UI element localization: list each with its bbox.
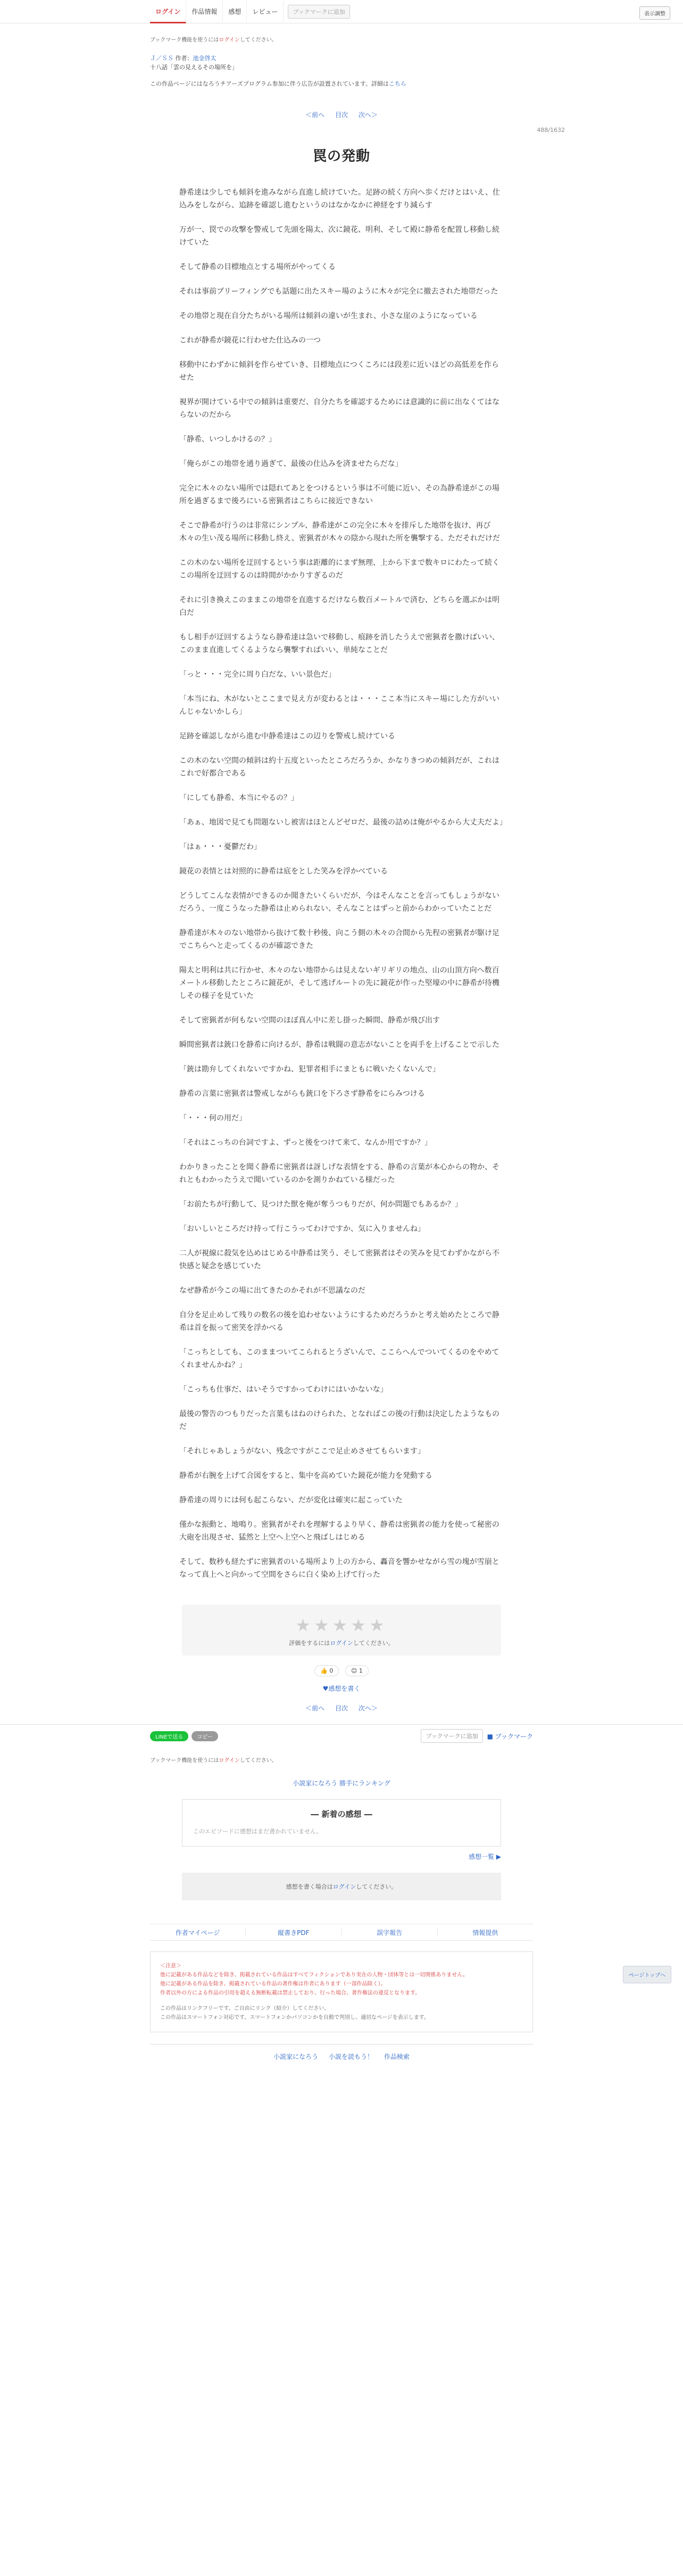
bookmark-add-button[interactable]: ブックマークに追加 (421, 1729, 482, 1743)
paragraph: そして密猟者が何もない空間のほぼ真ん中に差し掛った瞬間、静希が飛び出す (179, 1016, 440, 1025)
author-link[interactable]: 池金啓太 (193, 55, 216, 62)
paragraph: なぜ静希が今この場に出てきたのかそれが不思議なのだ (179, 1286, 365, 1295)
rating-note-text: 評価をするには (289, 1640, 330, 1647)
series-link[interactable]: Ｊ／ＳＳ (150, 55, 173, 62)
divider (0, 1724, 683, 1725)
line-share-button[interactable]: LINEで送る (150, 1731, 188, 1741)
novel-body (179, 186, 507, 1581)
paragraph: 「おいしいところだけ持って行こうってわけですか、気に入りませんね」 (179, 1225, 425, 1233)
footer-link-search[interactable]: 作品検索 (384, 2053, 410, 2060)
paragraph: 「っと・・・完全に周り白だな、いい景色だ」 (179, 670, 336, 679)
write-impression-link[interactable]: ♥感想を書く (322, 1685, 361, 1692)
paragraph: そこで静希が行うのは非常にシンプル、静希達がこの完全に木々を排斥した地帯を抜け、再び木々の生い茂る場所に移動し終え、密猟者が木々の陰から現れた所を襲撃する、ただそれだけだ (179, 521, 500, 543)
header (0, 0, 683, 23)
review-link[interactable]: レビュー (247, 0, 284, 23)
link-free-note: この作品はリンクフリーです。ご自由にリンク（紹介）してください。 (160, 2006, 330, 2012)
paragraph: どうしてこんな表情ができるのか聞きたいくらいだが、今はそんなことを言ってもしょうがないだろう、一度こうなった静希は止められない、そんなことはずっと前からわかっていたことだ (179, 892, 499, 913)
paragraph: もし相手が迂回するようなら静希達は急いで移動し、痕跡を消したうえで密猟者を撒けばいい、このまま直進してくるようなら襲撃すればいい、単純なことだ (179, 633, 499, 654)
paragraph: 「こっちも仕事だ、はいそうですかってわけにはいかないな」 (179, 1385, 388, 1394)
paragraph: 「それはこっちの台詞ですよ、ずっと後をつけて来て、なんか用ですか？」 (179, 1139, 432, 1147)
paragraph: 「銃は勘弁してくれないですかね、犯罪者相手にまともに戦いたくないんで」 (179, 1065, 440, 1074)
display-settings-button[interactable]: 表示調整 (639, 6, 670, 20)
notice-login-link[interactable]: ログイン (219, 37, 240, 43)
rating-login-link[interactable]: ログイン (330, 1640, 353, 1647)
chapter-title: 十八話「雲の見えるその場所を」 (150, 64, 238, 71)
ad-note-text: この作品ページにはなろうチアーズプログラム参加に伴う広告が設置されています。詳細は (150, 80, 389, 87)
paragraph: それは事前ブリーフィングでも話題に出たスキー場のように木々が完全に撤去された地帯だった (179, 287, 498, 296)
reactions (0, 1665, 683, 1676)
typo-report-link[interactable]: 誤字報告 (342, 1928, 438, 1937)
bookmark-button[interactable]: ブックマークに追加 (288, 5, 349, 19)
paragraph: 鏡花の表情とは対照的に静希は底をとした笑みを浮かべている (179, 867, 388, 876)
smartphone-note: この作品はスマートフォン対応です。スマートフォンかパソコンかを自動で判別し、適切なページを表示します。 (160, 2015, 429, 2021)
author-label: 作者： (175, 55, 193, 62)
paragraph: 完全に木々のない場所では隠れてあとをつけるという事は不可能に近い、その為静希達がこの場所を過ぎるまで後ろにいる密猟者はこちらに接近できない (179, 484, 499, 505)
note-text: 感想を書く場合は (286, 1883, 333, 1890)
paragraph: 最後の警告のつもりだった言葉もはねのけられた、となればこの後の行動は決定したようなものだ (179, 1410, 499, 1431)
page-top-button[interactable]: ページトップへ (623, 1966, 671, 1983)
footer-links (150, 1924, 533, 1941)
login-link[interactable]: ログイン (150, 0, 186, 23)
paragraph: 静希の言葉に密猟者は警戒しながらも銃口を下ろさず静希をにらみつける (179, 1090, 425, 1098)
impressions-list-link[interactable]: 感想一覧 ▶ (468, 1853, 501, 1860)
footer-link-yomou[interactable]: 小説を読もう！ (328, 2053, 373, 2060)
page-number: 488/1632 (537, 127, 565, 134)
paragraph: 移動中にわずかに傾斜を作らせていき、目標地点につくころには段差に近いほどの高低差を作らせた (179, 361, 499, 382)
paragraph: それに引き換えこのままこの地帯を直進するだけなら数百メートルで済む、どちらを選ぶかは明白だ (179, 596, 499, 617)
paragraph: 「本当にね、木がないとここまで見え方が変わるとは・・・ここ本当にスキー場にした方がいいんじゃないかしら」 (179, 695, 499, 716)
info-report-link[interactable]: 情報提供 (472, 1929, 498, 1937)
paragraph: 静希達は少しでも傾斜を進みながら直進し続けていた。足跡の続く方向へ歩くだけとはいえ、仕込みをしながら、追跡を確認し進むというのはなかなかに神経をすり減らす (179, 188, 500, 210)
paragraph: 「静希、いつしかけるの？」 (179, 435, 276, 444)
site-footer (150, 2044, 533, 2061)
share-bar (150, 1729, 533, 1743)
paragraph: 僅かな振動と、地鳴り。密猟者がそれを理解するより早く、静希は密猟者の能力を使って秘密の大砲を出現させ、猛然と上空へ上空へと飛ばしはじめる (179, 1520, 499, 1542)
smile-reaction-button[interactable]: 😊 1 (345, 1665, 369, 1676)
ad-note (150, 79, 533, 88)
series-info (150, 54, 533, 72)
paragraph: 静希達が木々のない地帯から抜けて数十秒後、向こう側の木々の合間から先程の密猟者が駆け足でこちらへと走ってくるのが確認できた (179, 929, 499, 950)
toc-link[interactable]: 目次 (335, 111, 348, 119)
impression-login-link[interactable]: ログイン (332, 1883, 356, 1890)
paragraph: わかりきったことを聞く静希に密猟者は訝しげな表情をする、静希の言葉が本心からの物か、それともわかったうえで聞いているのかを測りかねている様だった (179, 1163, 499, 1184)
works-info-link[interactable]: 作品情報 (186, 0, 223, 23)
impressions-link[interactable]: 感想 (223, 0, 247, 23)
paragraph: 瞬間密猟者は銃口を静希に向けるが、静希は戦闘の意志がないことを両手を上げることで示した (179, 1041, 499, 1049)
paragraph: その地帯と現在自分たちがいる場所は傾斜の違いが生まれ、小さな崖のようになっている (179, 312, 478, 320)
paragraph: 「こっちとしても、このままついてこられるとうざいんで、ここらへんでついてくるのをやめてくれませんかね？」 (179, 1348, 499, 1369)
next-link[interactable]: 次へ＞ (358, 111, 378, 119)
rating-stars[interactable]: ★★★★★ (295, 1615, 388, 1635)
paragraph: 「にしても静希、本当にやるの？」 (179, 794, 298, 802)
notice-text: してください。 (239, 1758, 277, 1764)
notice-text: ブックマーク機能を使うには (150, 37, 219, 43)
legal-notice (150, 1951, 533, 2032)
paragraph: 「それじゃあしょうがない、残念ですがここで足止めさせてもらいます」 (179, 1447, 425, 1456)
episode-title: 罠の発動 (312, 148, 370, 164)
prev-link[interactable]: ＜前へ (305, 111, 325, 119)
footer-link-narou[interactable]: 小説家になろう (273, 2053, 319, 2060)
paragraph: 視界が開けている中での傾斜は重要だ、自分たちを確認するためには意識的に前に出なくてはならないのだから (179, 398, 499, 419)
paragraph: 「・・・何の用だ」 (179, 1114, 246, 1123)
paragraph: この木のない場所を迂回するという事は距離的にまず無理、上から下まで数キロにわたって続くこの場所を迂回するのは時間がかかりすぎるのだ (179, 559, 499, 580)
rating-note (182, 1639, 501, 1647)
legal-warning: ＜注意＞ 他に記載がある作品などを除き、掲載されている作品はすべてフィクションであり実在の人物・団体等とは一切関係ありません。 他に記載がある作品を除き、掲載されている作品の著作権は作者にあります（一部作品除く）。 作者以外の方による作品の引用を超える無断転載は禁止しており、行った場合、著作権法の違反となります。 (160, 1963, 468, 1996)
notice-text: ブックマーク機能を使うには (150, 1758, 219, 1764)
paragraph: 二人が視線に殺気を込めはじめる中静希は笑う、そして密猟者はその笑みを見てわずかながら不快感と疑念を感じていた (179, 1249, 499, 1270)
paragraph: この木のない空間の傾斜は約十五度といったところだろうか、かなりきつめの傾斜だが、これはこれで好都合である (179, 757, 499, 778)
bookmark-notice (150, 35, 533, 43)
paragraph: 足跡を確認しながら進む中静希達はこの辺りを警戒し続けている (179, 732, 395, 741)
paragraph: 静希が右腕を上げて合図をすると、集中を高めていた鏡花が能力を発動する (179, 1472, 432, 1480)
latest-impressions (182, 1799, 501, 1847)
pager-bottom (0, 1704, 683, 1713)
bookmark-link[interactable]: ■ ブックマーク (487, 1732, 533, 1740)
paragraph: 陽太と明利は共に行かせ、木々のない地帯からは見えないギリギリの地点、山の山頂方向へ数百メートル移動したところに鏡花が、そして逃げルートの先に鏡花が作った堅壕の中に静希が待機しその様子を見ていた (179, 966, 499, 1000)
bookmark-notice-bottom (150, 1756, 533, 1764)
latest-impressions-title: ― 新着の感想 ― (311, 1809, 372, 1819)
notice-login-link[interactable]: ログイン (219, 1758, 240, 1764)
rating-box (182, 1605, 501, 1656)
paragraph: 万が一、罠での攻撃を警戒して先頭を陽太、次に鏡花、明利、そして殿に静希を配置し移動し続けていた (179, 226, 499, 247)
toc-link[interactable]: 目次 (335, 1705, 348, 1712)
author-mypage-link[interactable]: 作者マイページ (150, 1928, 246, 1937)
paragraph: 「俺らがこの地帯を通り過ぎて、最後の仕込みを済ませたらだな」 (179, 460, 403, 468)
paragraph: 「はぁ・・・憂鬱だわ」 (179, 843, 261, 851)
paragraph: 自分を足止めして残りの数名の後を追わせないようにするためだろうかと考え始めたところで静希は首を振って密笑を浮かべる (179, 1311, 499, 1332)
notice-text: してください。 (239, 37, 277, 43)
paragraph: 「お前たちが行動して、見つけた獣を俺が奪うつもりだが、何か問題でもあるか？」 (179, 1200, 462, 1209)
paragraph: 静希達の周りには何も起こらない、だが変化は確実に起こっていた (179, 1496, 403, 1505)
pager-top (150, 110, 533, 119)
paragraph: 「あぁ、地図で見ても問題ないし被害はほとんどゼロだ、最後の詰めは俺がやるから大丈夫だよ」 (179, 818, 507, 827)
write-impression-note (182, 1873, 501, 1900)
ranking-link[interactable]: 小説家になろう 勝手にランキング (293, 1780, 390, 1787)
rating-note-text: してください。 (353, 1640, 394, 1647)
ad-details-link[interactable]: こちら (388, 80, 406, 87)
next-link[interactable]: 次へ＞ (358, 1705, 378, 1712)
latest-impressions-empty: このエピソードに感想はまだ書かれていません。 (193, 1828, 322, 1835)
paragraph: そして、数秒も経たずに密猟者のいる場所より上の方から、轟音を響かせながら雪の塊が雪崩となって真上へと向かって空間をさらに白く染め上げて行った (179, 1558, 499, 1579)
like-reaction-button[interactable]: 👍 0 (314, 1665, 339, 1676)
copy-button[interactable]: コピー (191, 1731, 218, 1741)
prev-link[interactable]: ＜前へ (305, 1705, 325, 1712)
paragraph: これが静希が鏡花に行わせた仕込みの一つ (179, 336, 321, 345)
vertical-pdf-link[interactable]: 縦書きPDF (246, 1928, 342, 1937)
paragraph: そして静希の目標地点とする場所がやってくる (179, 263, 336, 271)
note-text: してください。 (356, 1883, 397, 1890)
